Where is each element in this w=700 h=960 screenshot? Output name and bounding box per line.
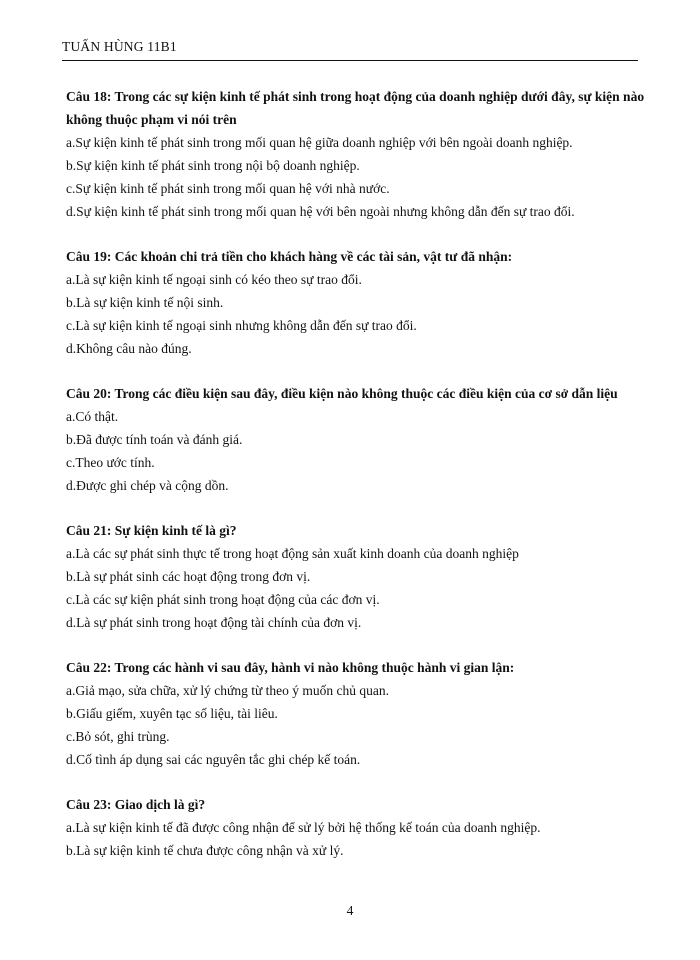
answer-option: a.Là các sự phát sinh thực tế trong hoạt động sản xuất kinh doanh của doanh nghiệp: [66, 546, 519, 561]
answer-option: d.Cố tình áp dụng sai các nguyên tắc ghi chép kế toán.: [66, 752, 361, 767]
answer-option: a.Giả mạo, sửa chữa, xử lý chứng từ theo ý muốn chủ quan.: [66, 683, 390, 698]
answer-option: c.Theo ước tính.: [66, 455, 155, 470]
question-title: Câu 23: Giao dịch là gì?: [66, 797, 206, 812]
question-title: Câu 18: Trong các sự kiện kinh tế phát sinh trong hoạt động của doanh nghiệp dưới đây, sự kiện nào không thuộc phạm vi nói trên: [66, 89, 645, 127]
answer-option: b.Là sự kiện kinh tế chưa được công nhận và xử lý.: [66, 843, 344, 858]
answer-option: b.Sự kiện kinh tế phát sinh trong nội bộ doanh nghiệp.: [66, 158, 360, 173]
question-block: [66, 245, 646, 360]
answer-option: d.Không câu nào đúng.: [66, 341, 192, 356]
question-block: [66, 85, 646, 223]
answer-option: a.Sự kiện kinh tế phát sinh trong mối quan hệ giữa doanh nghiệp với bên ngoài doanh nghiệp.: [66, 135, 573, 150]
question-title: Câu 20: Trong các điều kiện sau đây, điều kiện nào không thuộc các điều kiện của cơ sở dẫn liệu: [66, 386, 618, 401]
answer-option: a.Là sự kiện kinh tế ngoại sinh có kéo theo sự trao đổi.: [66, 272, 362, 287]
answer-option: c.Là sự kiện kinh tế ngoại sinh nhưng không dẫn đến sự trao đổi.: [66, 318, 417, 333]
answer-option: d.Sự kiện kinh tế phát sinh trong mối quan hệ với bên ngoài nhưng không dẫn đến sự trao đổi.: [66, 204, 575, 219]
answer-option: c.Bỏ sót, ghi trùng.: [66, 729, 170, 744]
answer-option: c.Sự kiện kinh tế phát sinh trong mối quan hệ với nhà nước.: [66, 181, 390, 196]
answer-option: b.Đã được tính toán và đánh giá.: [66, 432, 243, 447]
answer-option: a.Là sự kiện kinh tế đã được công nhận để sử lý bởi hệ thống kế toán của doanh nghiệp.: [66, 820, 541, 835]
page-header: [62, 38, 638, 61]
answer-option: b.Giấu giếm, xuyên tạc số liệu, tài liêu.: [66, 706, 278, 721]
question-title: Câu 21: Sự kiện kinh tế là gì?: [66, 523, 237, 538]
answer-option: b.Là sự kiện kinh tế nội sinh.: [66, 295, 224, 310]
answer-option: a.Có thật.: [66, 409, 119, 424]
header-title: TUẤN HÙNG 11B1: [62, 39, 177, 54]
page-number: 4: [346, 903, 354, 918]
answer-option: d.Được ghi chép và cộng dồn.: [66, 478, 229, 493]
question-title: Câu 19: Các khoản chi trả tiền cho khách hàng về các tài sản, vật tư đã nhận:: [66, 249, 513, 264]
answer-option: b.Là sự phát sinh các hoạt động trong đơn vị.: [66, 569, 311, 584]
answer-option: c.Là các sự kiện phát sinh trong hoạt động của các đơn vị.: [66, 592, 380, 607]
answer-option: d.Là sự phát sinh trong hoạt động tài chính của đơn vị.: [66, 615, 362, 630]
question-block: [66, 793, 646, 862]
question-block: [66, 519, 646, 634]
question-list: [66, 85, 646, 884]
question-title: Câu 22: Trong các hành vi sau đây, hành vi nào không thuộc hành vi gian lận:: [66, 660, 515, 675]
question-block: [66, 382, 646, 497]
question-block: [66, 656, 646, 771]
